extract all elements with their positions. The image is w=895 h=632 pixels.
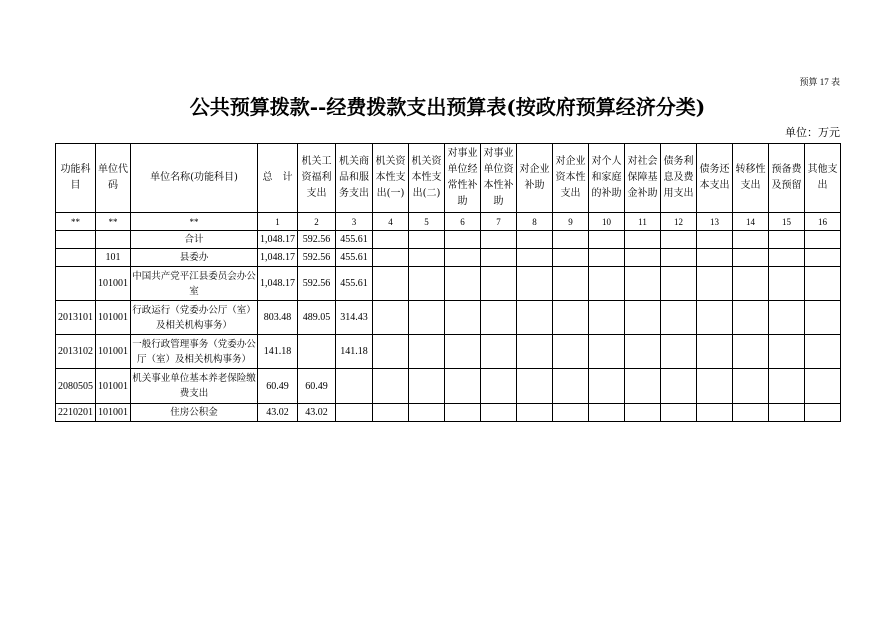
header-wages-benefits: 机关工资福利支出: [298, 144, 336, 213]
cell-other-expenditure: [805, 267, 841, 301]
cell-goods-services: 455.61: [336, 267, 373, 301]
index-cell-debt-principal: 13: [697, 213, 733, 231]
cell-unit-name: 行政运行（党委办公厅（室）及相关机构事务）: [131, 301, 258, 335]
cell-enterprise-capital-expenditure: [553, 231, 589, 249]
cell-wages-benefits: 592.56: [298, 249, 336, 267]
cell-unit-name: 中国共产党平江县委员会办公室: [131, 267, 258, 301]
cell-individual-household-subsidy: [589, 335, 625, 369]
cell-social-security-subsidy: [625, 301, 661, 335]
header-capital-expenditure-2: 机关资本性支出(二): [409, 144, 445, 213]
cell-other-expenditure: [805, 335, 841, 369]
cell-wages-benefits: 489.05: [298, 301, 336, 335]
cell-reserve-fund: [769, 335, 805, 369]
cell-unit-name: 住房公积金: [131, 404, 258, 422]
cell-transfer-expenditure: [733, 335, 769, 369]
cell-individual-household-subsidy: [589, 249, 625, 267]
header-individual-household-subsidy: 对个人和家庭的补助: [589, 144, 625, 213]
header-reserve-fund: 预备费及预留: [769, 144, 805, 213]
cell-enterprise-capital-expenditure: [553, 267, 589, 301]
index-cell-total: 1: [258, 213, 298, 231]
cell-reserve-fund: [769, 404, 805, 422]
cell-institution-capital-subsidy: [481, 301, 517, 335]
cell-enterprise-capital-expenditure: [553, 369, 589, 404]
cell-transfer-expenditure: [733, 231, 769, 249]
index-cell-unit-name: **: [131, 213, 258, 231]
cell-capital-expenditure-2: [409, 335, 445, 369]
cell-unit-name: 合计: [131, 231, 258, 249]
cell-wages-benefits: 43.02: [298, 404, 336, 422]
index-cell-other-expenditure: 16: [805, 213, 841, 231]
index-cell-wages-benefits: 2: [298, 213, 336, 231]
cell-unit-code: 101001: [96, 301, 131, 335]
cell-capital-expenditure-2: [409, 231, 445, 249]
cell-social-security-subsidy: [625, 231, 661, 249]
cell-goods-services: 314.43: [336, 301, 373, 335]
cell-institution-capital-subsidy: [481, 249, 517, 267]
cell-individual-household-subsidy: [589, 267, 625, 301]
cell-debt-interest: [661, 249, 697, 267]
cell-debt-interest: [661, 335, 697, 369]
cell-total: 141.18: [258, 335, 298, 369]
header-capital-expenditure-1: 机关资本性支出(一): [373, 144, 409, 213]
cell-other-expenditure: [805, 249, 841, 267]
cell-social-security-subsidy: [625, 335, 661, 369]
index-cell-institution-capital-subsidy: 7: [481, 213, 517, 231]
cell-debt-principal: [697, 267, 733, 301]
cell-function-code: 2210201: [56, 404, 96, 422]
index-cell-capital-expenditure-1: 4: [373, 213, 409, 231]
cell-other-expenditure: [805, 231, 841, 249]
cell-social-security-subsidy: [625, 369, 661, 404]
cell-other-expenditure: [805, 301, 841, 335]
index-cell-capital-expenditure-2: 5: [409, 213, 445, 231]
cell-reserve-fund: [769, 369, 805, 404]
header-total: 总 计: [258, 144, 298, 213]
header-debt-principal: 债务还本支出: [697, 144, 733, 213]
cell-goods-services: [336, 369, 373, 404]
index-cell-individual-household-subsidy: 10: [589, 213, 625, 231]
cell-function-code: [56, 249, 96, 267]
index-cell-institution-regular-subsidy: 6: [445, 213, 481, 231]
cell-total: 60.49: [258, 369, 298, 404]
index-cell-enterprise-subsidy: 8: [517, 213, 553, 231]
cell-function-code: 2013102: [56, 335, 96, 369]
cell-enterprise-subsidy: [517, 335, 553, 369]
cell-goods-services: 141.18: [336, 335, 373, 369]
index-cell-debt-interest: 12: [661, 213, 697, 231]
cell-institution-regular-subsidy: [445, 231, 481, 249]
cell-capital-expenditure-1: [373, 301, 409, 335]
cell-unit-code: [96, 231, 131, 249]
cell-institution-capital-subsidy: [481, 335, 517, 369]
cell-enterprise-subsidy: [517, 231, 553, 249]
cell-reserve-fund: [769, 249, 805, 267]
cell-debt-principal: [697, 404, 733, 422]
cell-individual-household-subsidy: [589, 231, 625, 249]
header-transfer-expenditure: 转移性支出: [733, 144, 769, 213]
cell-debt-interest: [661, 301, 697, 335]
cell-transfer-expenditure: [733, 404, 769, 422]
cell-unit-name: 县委办: [131, 249, 258, 267]
table-row: [56, 369, 841, 404]
cell-capital-expenditure-1: [373, 249, 409, 267]
header-function-code: 功能科目: [56, 144, 96, 213]
cell-total: 1,048.17: [258, 249, 298, 267]
index-cell-transfer-expenditure: 14: [733, 213, 769, 231]
header-institution-regular-subsidy: 对事业单位经常性补助: [445, 144, 481, 213]
cell-total: 43.02: [258, 404, 298, 422]
cell-enterprise-subsidy: [517, 301, 553, 335]
unit-label: 单位：万元: [785, 127, 840, 139]
index-cell-reserve-fund: 15: [769, 213, 805, 231]
cell-transfer-expenditure: [733, 369, 769, 404]
table-body: [56, 231, 841, 422]
cell-wages-benefits: 592.56: [298, 231, 336, 249]
cell-institution-regular-subsidy: [445, 249, 481, 267]
cell-unit-code: 101001: [96, 404, 131, 422]
cell-reserve-fund: [769, 267, 805, 301]
header-other-expenditure: 其他支出: [805, 144, 841, 213]
table-row: [56, 404, 841, 422]
cell-capital-expenditure-2: [409, 404, 445, 422]
cell-debt-interest: [661, 369, 697, 404]
cell-unit-code: 101001: [96, 369, 131, 404]
index-cell-social-security-subsidy: 11: [625, 213, 661, 231]
cell-unit-code: 101001: [96, 267, 131, 301]
cell-transfer-expenditure: [733, 249, 769, 267]
cell-enterprise-subsidy: [517, 369, 553, 404]
table-row: [56, 301, 841, 335]
index-cell-goods-services: 3: [336, 213, 373, 231]
cell-function-code: 2080505: [56, 369, 96, 404]
index-cell-function-code: **: [56, 213, 96, 231]
cell-reserve-fund: [769, 301, 805, 335]
cell-institution-regular-subsidy: [445, 335, 481, 369]
cell-enterprise-subsidy: [517, 249, 553, 267]
cell-institution-capital-subsidy: [481, 404, 517, 422]
cell-wages-benefits: 60.49: [298, 369, 336, 404]
cell-other-expenditure: [805, 369, 841, 404]
cell-enterprise-capital-expenditure: [553, 404, 589, 422]
header-goods-services: 机关商品和服务支出: [336, 144, 373, 213]
cell-institution-capital-subsidy: [481, 369, 517, 404]
form-number: 预算 17 表: [799, 77, 840, 87]
header-unit-name: 单位名称(功能科目): [131, 144, 258, 213]
cell-enterprise-capital-expenditure: [553, 249, 589, 267]
cell-debt-principal: [697, 249, 733, 267]
cell-individual-household-subsidy: [589, 404, 625, 422]
header-enterprise-subsidy: 对企业补助: [517, 144, 553, 213]
cell-transfer-expenditure: [733, 301, 769, 335]
header-institution-capital-subsidy: 对事业单位资本性补助: [481, 144, 517, 213]
cell-capital-expenditure-2: [409, 301, 445, 335]
cell-debt-principal: [697, 231, 733, 249]
cell-goods-services: 455.61: [336, 249, 373, 267]
cell-total: 803.48: [258, 301, 298, 335]
cell-institution-regular-subsidy: [445, 404, 481, 422]
cell-wages-benefits: 592.56: [298, 267, 336, 301]
header-debt-interest: 债务利息及费用支出: [661, 144, 697, 213]
cell-debt-interest: [661, 404, 697, 422]
cell-goods-services: 455.61: [336, 231, 373, 249]
cell-debt-interest: [661, 267, 697, 301]
cell-enterprise-subsidy: [517, 404, 553, 422]
table-row: [56, 267, 841, 301]
cell-unit-name: 机关事业单位基本养老保险缴费支出: [131, 369, 258, 404]
cell-unit-code: 101: [96, 249, 131, 267]
table-row: [56, 249, 841, 267]
table-head: [56, 144, 841, 231]
cell-wages-benefits: [298, 335, 336, 369]
cell-reserve-fund: [769, 231, 805, 249]
cell-individual-household-subsidy: [589, 301, 625, 335]
cell-institution-regular-subsidy: [445, 301, 481, 335]
cell-capital-expenditure-1: [373, 404, 409, 422]
cell-institution-regular-subsidy: [445, 267, 481, 301]
cell-debt-principal: [697, 335, 733, 369]
cell-total: 1,048.17: [258, 231, 298, 249]
cell-individual-household-subsidy: [589, 369, 625, 404]
cell-debt-principal: [697, 301, 733, 335]
cell-function-code: 2013101: [56, 301, 96, 335]
cell-enterprise-capital-expenditure: [553, 301, 589, 335]
index-cell-unit-code: **: [96, 213, 131, 231]
index-cell-enterprise-capital-expenditure: 9: [553, 213, 589, 231]
cell-capital-expenditure-2: [409, 267, 445, 301]
cell-capital-expenditure-1: [373, 267, 409, 301]
header-social-security-subsidy: 对社会保障基金补助: [625, 144, 661, 213]
header-enterprise-capital-expenditure: 对企业资本性支出: [553, 144, 589, 213]
cell-enterprise-capital-expenditure: [553, 335, 589, 369]
cell-debt-interest: [661, 231, 697, 249]
budget-table: [55, 143, 841, 422]
cell-social-security-subsidy: [625, 404, 661, 422]
cell-other-expenditure: [805, 404, 841, 422]
cell-function-code: [56, 231, 96, 249]
table-row: [56, 231, 841, 249]
document-title: 公共预算拨款--经费拨款支出预算表(按政府预算经济分类): [189, 95, 706, 119]
header-unit-code: 单位代码: [96, 144, 131, 213]
cell-debt-principal: [697, 369, 733, 404]
cell-total: 1,048.17: [258, 267, 298, 301]
cell-capital-expenditure-1: [373, 231, 409, 249]
index-row: [56, 213, 841, 231]
cell-capital-expenditure-2: [409, 249, 445, 267]
cell-capital-expenditure-1: [373, 369, 409, 404]
cell-institution-capital-subsidy: [481, 267, 517, 301]
cell-capital-expenditure-1: [373, 335, 409, 369]
cell-social-security-subsidy: [625, 249, 661, 267]
cell-unit-code: 101001: [96, 335, 131, 369]
cell-capital-expenditure-2: [409, 369, 445, 404]
cell-goods-services: [336, 404, 373, 422]
cell-unit-name: 一般行政管理事务（党委办公厅（室）及相关机构事务）: [131, 335, 258, 369]
cell-institution-capital-subsidy: [481, 231, 517, 249]
cell-enterprise-subsidy: [517, 267, 553, 301]
header-row: [56, 144, 841, 213]
table-row: [56, 335, 841, 369]
cell-transfer-expenditure: [733, 267, 769, 301]
cell-institution-regular-subsidy: [445, 369, 481, 404]
cell-social-security-subsidy: [625, 267, 661, 301]
cell-function-code: [56, 267, 96, 301]
